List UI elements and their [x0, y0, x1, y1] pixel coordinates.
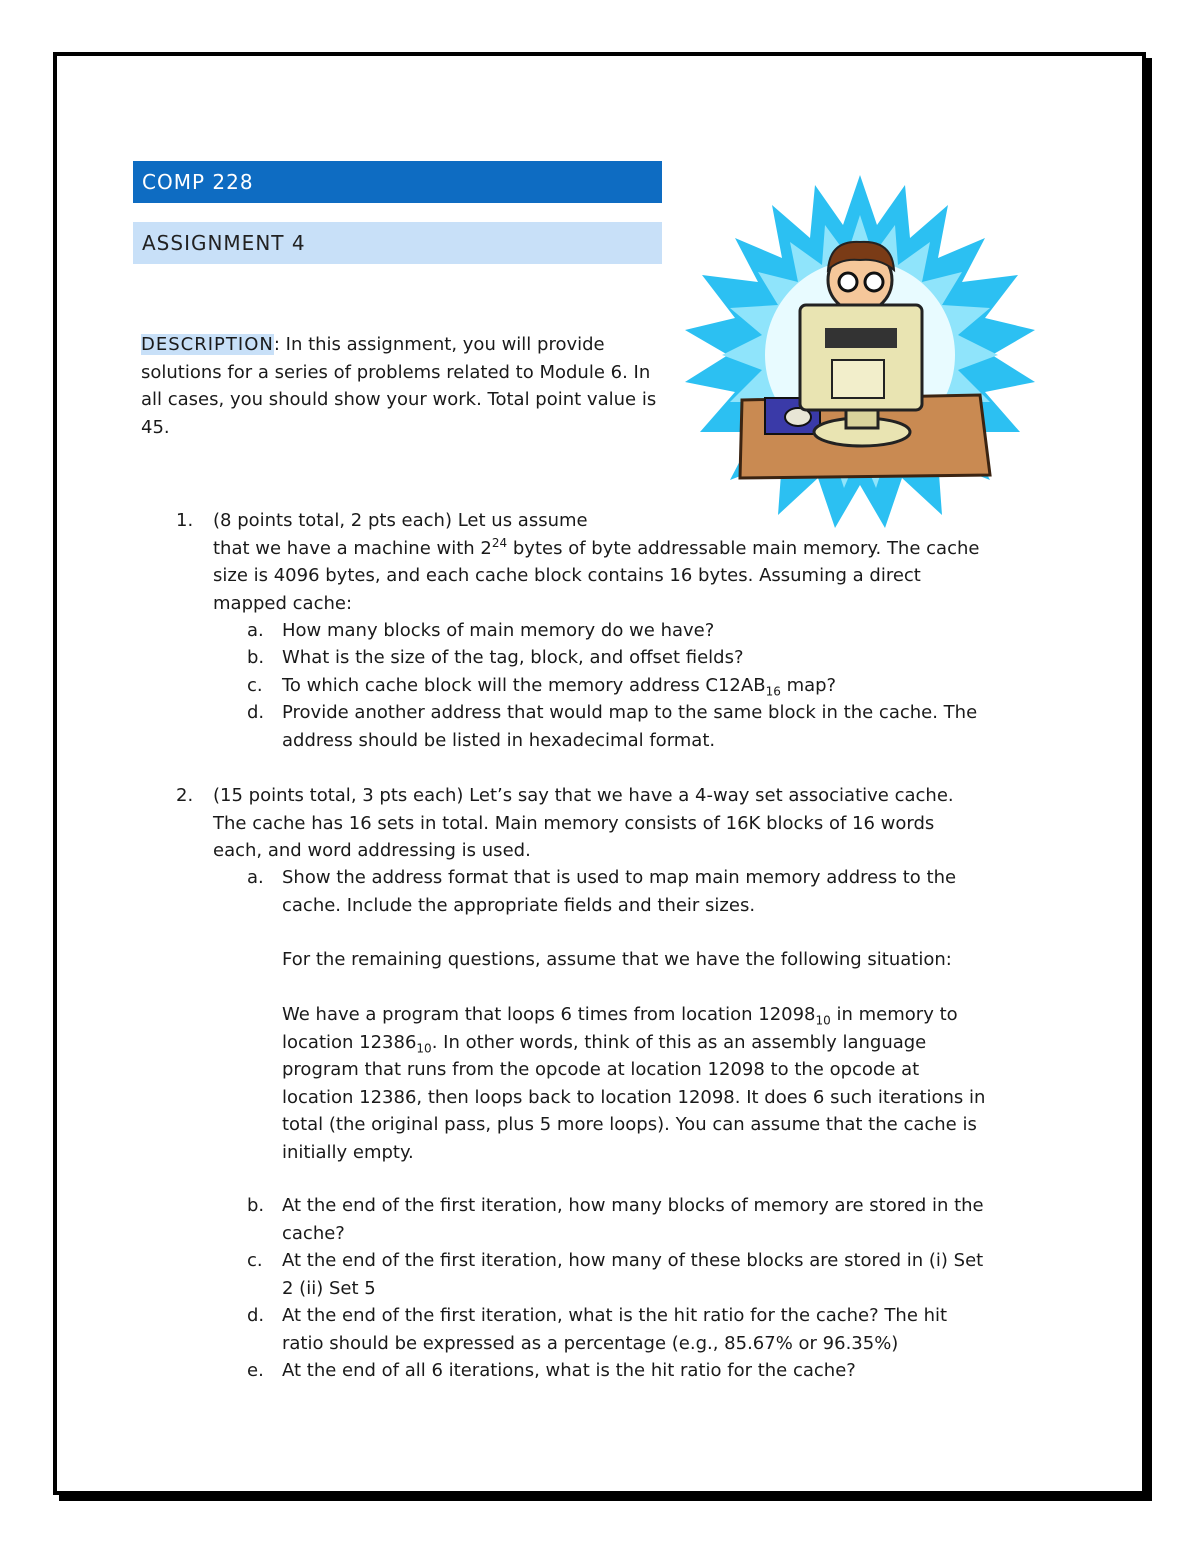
- q1-line-1: (8 points total, 2 pts each) Let us assume: [213, 510, 588, 531]
- q1-line-3: size is 4096 bytes, and each cache block contains 16 bytes. Assuming a direct: [213, 565, 921, 586]
- course-title: COMP 228: [133, 161, 662, 203]
- q2-item-d: d. At the end of the first iteration, what is the hit ratio for the cache? The hit ratio should be expressed as a percentage (e.g., 85.67% or 96.35%): [247, 1305, 948, 1354]
- q2-item-e: e. At the end of all 6 iterations, what is the hit ratio for the cache?: [247, 1360, 856, 1381]
- person-at-computer-icon: [680, 170, 1040, 530]
- description: [141, 331, 671, 441]
- glasses-left: [839, 273, 857, 291]
- q1-line-2: that we have a machine with $2^{24}$ bytes of byte addressable main memory. The cache: [213, 535, 980, 559]
- q2-line-3: each, and word addressing is used.: [213, 840, 531, 861]
- q2-situation: We have a program that loops 6 times from location $12098_{10}$ in memory to location $12386_{10}$. In other words, think of this as an assembly language program that runs from the opcode at location 12098 to the opcode at location 12386, then loops back to location 12098. It does 6 such iterations in total (the original pass, plus 5 more loops). You can assume that the cache is initially empty.: [282, 1004, 986, 1163]
- q2-item-b: b. At the end of the first iteration, how many blocks of memory are stored in the cache?: [247, 1195, 984, 1244]
- q1-item-b: b. What is the size of the tag, block, and offset fields?: [247, 647, 744, 668]
- q1-item-c: c. To which cache block will the memory address $C12AB_{16}$ map?: [247, 675, 837, 699]
- q2-situation-intro: For the remaining questions, assume that we have the following situation:: [282, 949, 952, 970]
- q1-item-d: d. Provide another address that would map to the same block in the cache. The address should be listed in hexadecimal format.: [247, 702, 978, 751]
- question-1: [176, 507, 1076, 617]
- q1-line-4: mapped cache:: [213, 592, 353, 614]
- monitor-vents: [825, 328, 897, 348]
- glasses-right: [865, 273, 883, 291]
- q2-item-c: c. At the end of the first iteration, how many of these blocks are stored in (i) Set 2 (ii) Set 5: [247, 1250, 984, 1299]
- monitor-panel: [832, 360, 884, 398]
- question-number: 1.: [176, 510, 194, 531]
- question-number: 2.: [176, 785, 194, 806]
- q2-item-a: a. Show the address format that is used to map main memory address to the cache. Include the appropriate fields and their sizes.: [247, 867, 957, 916]
- description-text: : In this assignment, you will provide solutions for a series of problems related to Module 6. In all cases, you should show your work. Total point value is 45.: [141, 334, 657, 438]
- description-label: DESCRIPTION: [141, 334, 274, 355]
- assignment-title: ASSIGNMENT 4: [133, 222, 662, 264]
- question-2: [176, 782, 1076, 867]
- q2-line-2: The cache has 16 sets in total. Main memory consists of 16K blocks of 16 words: [213, 812, 935, 834]
- q2-line-1: (15 points total, 3 pts each) Let’s say that we have a 4-way set associative cache.: [213, 785, 954, 806]
- q1-item-a: a. How many blocks of main memory do we have?: [247, 620, 715, 641]
